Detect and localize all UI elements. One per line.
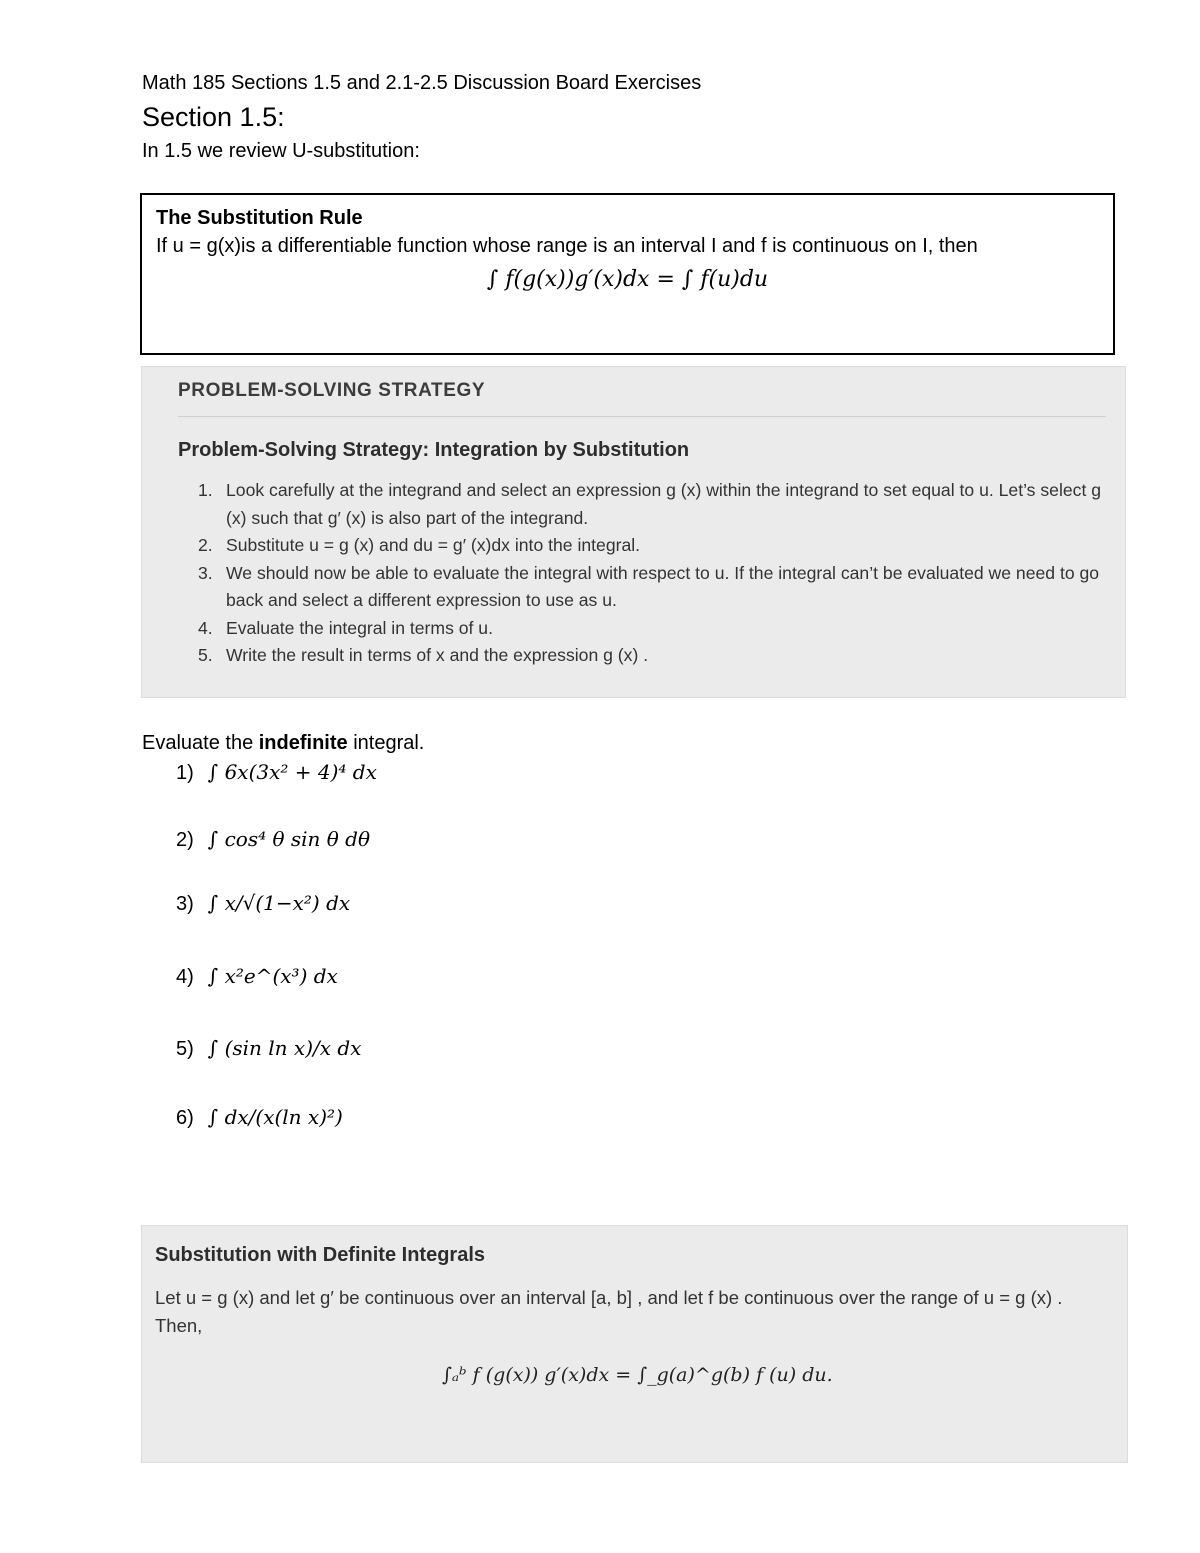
problem-item [176, 760, 377, 785]
document-title: Math 185 Sections 1.5 and 2.1-2.5 Discussion Board Exercises [142, 72, 702, 94]
problem-number: 6) [176, 1107, 194, 1129]
rule-text: If u = g(x)is a differentiable function whose range is an interval I and f is continuous on I, then [156, 235, 978, 257]
problem-number: 2) [176, 829, 194, 851]
section-heading: Section 1.5: [142, 102, 285, 132]
rule-formula: ∫ f(g(x))g′(x)dx = ∫ f(u)du [486, 267, 769, 292]
step-number: 5. [198, 645, 213, 665]
step-text: Substitute u = g (x) and du = g′ (x)dx into the integral. [226, 535, 641, 555]
problem-expression: ∫ x²e^(x³) dx [207, 964, 338, 988]
problem-expression: ∫ 6x(3x² + 4)⁴ dx [207, 760, 377, 784]
strategy-subheading: Problem-Solving Strategy: Integration by Substitution [178, 439, 690, 461]
step-text: We should now be able to evaluate the integral with respect to u. If the integral can’t be evaluated we need to go back and select a different expression to use as u. [226, 562, 1100, 610]
problem-item [176, 827, 370, 852]
step-text: Look carefully at the integrand and select an expression g (x) within the integrand to set equal to u. Let’s select g (x) such that g′ (x) is also part of the integrand. [226, 480, 1102, 528]
strategy-step [198, 615, 1108, 643]
problem-number: 1) [176, 762, 194, 784]
problem-item [176, 1036, 361, 1061]
problem-expression: ∫ x/√(1−x²) dx [207, 891, 351, 915]
problem-number: 3) [176, 893, 194, 915]
step-text: Evaluate the integral in terms of u. [226, 617, 493, 638]
problem-expression: ∫ dx/(x(ln x)²) [207, 1105, 343, 1129]
strategy-heading: PROBLEM-SOLVING STRATEGY [178, 380, 486, 401]
problem-item [176, 891, 350, 916]
problem-item [176, 964, 338, 989]
problem-expression: ∫ cos⁴ θ sin θ dθ [207, 827, 370, 851]
instruction-suffix: integral. [347, 732, 425, 754]
strategy-divider [178, 416, 1106, 417]
strategy-steps [198, 477, 1108, 670]
problem-number: 4) [176, 966, 194, 988]
problem-item [176, 1105, 343, 1130]
definite-formula: ∫ₐᵇ f (g(x)) g′(x)dx = ∫_g(a)^g(b) f (u) du. [442, 1364, 833, 1386]
step-number: 1. [198, 480, 213, 500]
step-text: Write the result in terms of x and the expression g (x) . [226, 645, 649, 665]
strategy-step [198, 477, 1108, 532]
strategy-step [198, 532, 1108, 560]
exercise-instruction [142, 732, 424, 755]
definite-integrals-panel [141, 1225, 1128, 1463]
intro-text: In 1.5 we review U-substitution: [142, 140, 420, 162]
problem-expression: ∫ (sin ln x)/x dx [207, 1036, 362, 1060]
strategy-step [198, 560, 1108, 615]
strategy-panel [141, 366, 1126, 698]
step-number: 2. [198, 535, 213, 555]
rule-title: The Substitution Rule [156, 207, 363, 229]
instruction-emphasis: indefinite [258, 732, 348, 754]
substitution-rule-box [140, 193, 1115, 355]
problem-number: 5) [176, 1038, 194, 1060]
step-number: 4. [198, 617, 213, 638]
definite-title: Substitution with Definite Integrals [155, 1244, 485, 1266]
definite-text: Let u = g (x) and let g′ be continuous over an interval [a, b] , and let f be continuous over the range of u = g (x) . Then, [155, 1287, 1063, 1336]
instruction-prefix: Evaluate the [142, 732, 259, 754]
strategy-step [198, 642, 1108, 670]
step-number: 3. [198, 562, 213, 583]
